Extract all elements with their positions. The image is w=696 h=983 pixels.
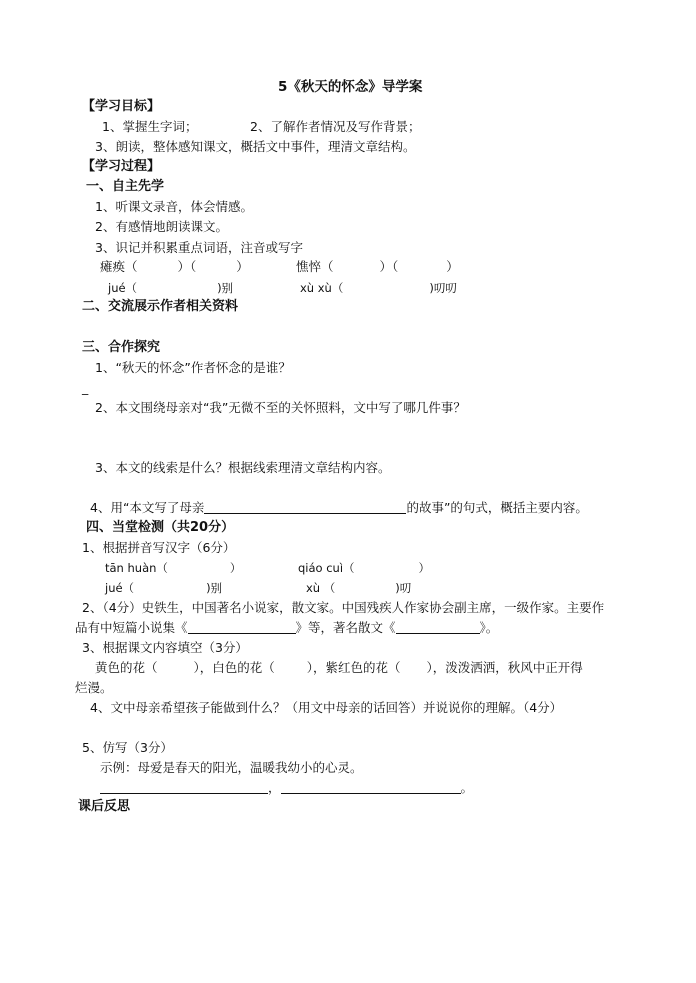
- process-heading: 【学习过程】: [82, 159, 161, 174]
- sec4-t3-end: 烂漫。: [75, 680, 113, 695]
- sec4-t3: 3、根据课文内容填空（3分）: [82, 640, 248, 655]
- answer-blank[interactable]: [204, 501, 406, 514]
- pinyin-xuxu: xù xù（: [300, 281, 344, 295]
- sec3-q4: [90, 500, 588, 516]
- blank-label: )别: [206, 581, 223, 595]
- sec4-t5: 5、仿写（3分）: [82, 740, 173, 755]
- paren: ）: [418, 561, 431, 575]
- paren: ）: [236, 259, 249, 274]
- section-4-heading: 四、当堂检测（共20分）: [86, 520, 235, 535]
- sec3-dash: _: [82, 380, 89, 395]
- sec4-t2-line2: [75, 620, 498, 636]
- pinyin-row-2: [105, 560, 241, 576]
- paren: ）（: [177, 259, 197, 274]
- goal-3: 3、朗读，整体感知课文，概括文中事件，理清文章结构。: [95, 139, 416, 154]
- q4-suffix: 的故事”的句式，概括主要内容。: [406, 500, 588, 515]
- t2-suffix: 》。: [479, 620, 499, 635]
- reflection-heading: 课后反思: [78, 799, 131, 814]
- sec1-item-1: 1、听课文录音，体会情感。: [95, 199, 253, 214]
- pinyin-jue: jué（: [105, 581, 135, 595]
- word-tanhuan: 瘫痪（: [100, 259, 138, 274]
- pinyin-qiaocui: qiáo cuì（: [298, 561, 355, 575]
- paren: ）（: [379, 259, 399, 274]
- word-row-1b: [296, 259, 459, 275]
- answer-blank[interactable]: [396, 621, 480, 634]
- pinyin-row-3b: [306, 580, 411, 596]
- goal-1: 1、掌握生字词；: [102, 119, 198, 134]
- paren: ）: [446, 259, 459, 274]
- goals-heading: 【学习目标】: [82, 99, 161, 114]
- period: 。: [460, 780, 474, 795]
- sec4-t3-fill: [95, 660, 583, 676]
- answer-blank[interactable]: [100, 781, 268, 794]
- t2-mid: 》等，著名散文《: [295, 620, 396, 635]
- t2-prefix: 品有中短篇小说集《: [75, 620, 188, 635]
- section-1-heading: 一、自主先学: [86, 179, 165, 194]
- fill-purple: ），紫红色的花（: [306, 660, 401, 675]
- paren: ）: [229, 561, 242, 575]
- pinyin-row-1: [108, 280, 233, 296]
- q4-prefix: 4、用“本文写了母亲: [90, 500, 205, 515]
- section-2-heading: 二、交流展示作者相关资料: [82, 299, 239, 314]
- section-3-heading: 三、合作探究: [82, 340, 161, 355]
- sec3-q3: 3、本文的线索是什么？根据线索理清文章结构内容。: [95, 460, 391, 475]
- fill-white: ），白色的花（: [193, 660, 275, 675]
- sec4-imitation-blanks: [100, 780, 473, 796]
- pinyin-tanhuan: tān huàn（: [105, 561, 168, 575]
- pinyin-jue: jué（: [108, 281, 138, 295]
- pinyin-row-3: [105, 580, 222, 596]
- answer-blank[interactable]: [188, 621, 296, 634]
- blank-label: )叨叨: [429, 281, 457, 295]
- goal-2: 2、了解作者情况及写作背景；: [250, 119, 421, 134]
- blank-label: )叨: [395, 581, 412, 595]
- blank-label: )别: [217, 281, 234, 295]
- pinyin-row-1b: [300, 280, 457, 296]
- sec4-example: 示例：母爱是春天的阳光，温暖我幼小的心灵。: [100, 760, 363, 775]
- word-qiaocui: 憔悴（: [296, 259, 334, 274]
- sec1-item-2: 2、有感情地朗读课文。: [95, 219, 228, 234]
- sec4-t4: 4、文中母亲希望孩子能做到什么？（用文中母亲的话回答）并说说你的理解。（4分）: [90, 700, 563, 715]
- word-row-1: [100, 259, 249, 275]
- fill-yellow: 黄色的花（: [95, 660, 158, 675]
- sec3-q2: 2、本文围绕母亲对“我”无微不至的关怀照料，文中写了哪几件事？: [95, 400, 466, 415]
- sec4-t1: 1、根据拼音写汉字（6分）: [82, 540, 236, 555]
- sec3-q1: 1、“秋天的怀念”作者怀念的是谁？: [95, 360, 291, 375]
- pinyin-xu: xù （: [306, 581, 336, 595]
- comma: ，: [268, 780, 281, 795]
- answer-blank[interactable]: [281, 781, 461, 794]
- sec4-t2-line1: 2、（4分）史铁生，中国著名小说家，散文家。中国残疾人作家协会副主席，一级作家。主要作: [82, 600, 605, 615]
- page-title: 5《秋天的怀念》导学案: [278, 79, 423, 95]
- pinyin-row-2b: [298, 560, 430, 576]
- fill-tail: ），泼泼洒洒，秋风中正开得: [426, 660, 583, 675]
- sec1-item-3: 3、识记并积累重点词语，注音或写字: [95, 240, 303, 255]
